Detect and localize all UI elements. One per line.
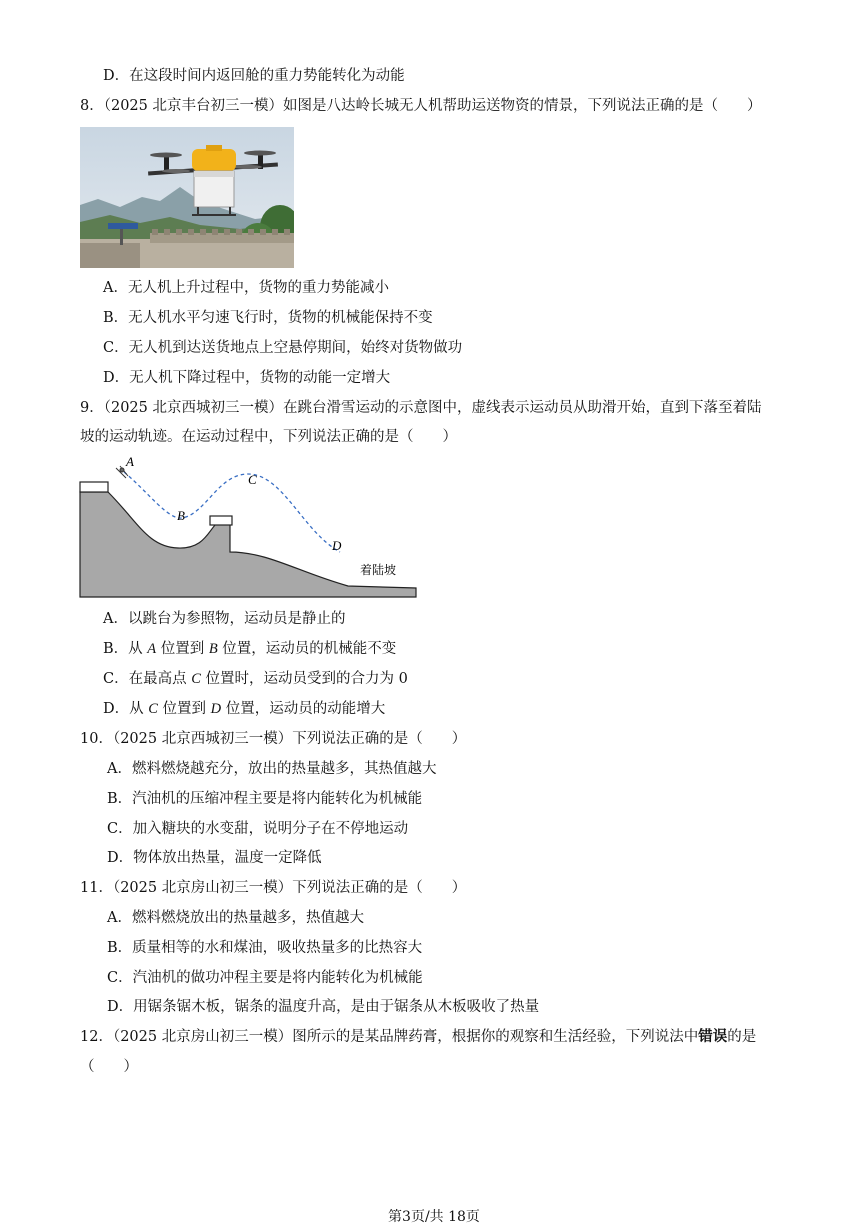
q8-stem: 8．（2025 北京丰台初三一模）如图是八达岭长城无人机帮助运送物资的情景，下列说法正确的是（ ） [80, 98, 762, 114]
prev-option-d: D．在这段时间内返回舱的重力势能转化为动能 [103, 68, 405, 84]
label-a: A [126, 454, 134, 469]
q9-stem-line2: 坡的运动轨迹。在运动过程中，下列说法正确的是（ ） [80, 429, 457, 445]
q8-option-d: D．无人机下降过程中，货物的动能一定增大 [103, 370, 391, 386]
q9-option-c: C．在最高点 C 位置时，运动员受到的合力为 0 [103, 671, 408, 687]
ski-jump-diagram [78, 452, 420, 602]
q11-option-b: B．质量相等的水和煤油，吸收热量多的比热容大 [107, 940, 423, 956]
label-landing-slope: 着陆坡 [360, 563, 397, 577]
q11-option-c: C．汽油机的做功冲程主要是将内能转化为机械能 [107, 970, 423, 986]
q10-option-b: B．汽油机的压缩冲程主要是将内能转化为机械能 [107, 791, 423, 807]
label-b: B [177, 508, 185, 523]
label-c: C [248, 472, 257, 487]
q12-paren: （ ） [80, 1059, 138, 1075]
ski-slope-terrain [80, 492, 416, 597]
jump-platform [210, 516, 232, 525]
q11-stem: 11．（2025 北京房山初三一模）下列说法正确的是（ ） [80, 880, 467, 896]
q9-option-b: B．从 A 位置到 B 位置，运动员的机械能不变 [103, 641, 397, 657]
q11-option-d: D．用锯条锯木板，锯条的温度升高，是由于锯条从木板吸收了热量 [107, 999, 540, 1015]
q8-option-b: B．无人机水平匀速飞行时，货物的机械能保持不变 [103, 310, 433, 326]
page-number: 第3页/共 18页 [388, 1209, 480, 1225]
q9-option-d: D．从 C 位置到 D 位置，运动员的动能增大 [103, 701, 386, 717]
q12-stem: 12．（2025 北京房山初三一模）图所示的是某品牌药膏，根据你的观察和生活经验，下列说法中错误的是 [80, 1028, 757, 1045]
q10-option-c: C．加入糖块的水变甜，说明分子在不停地运动 [107, 821, 409, 837]
start-platform [80, 482, 108, 492]
q10-stem: 10．（2025 北京西城初三一模）下列说法正确的是（ ） [80, 731, 467, 747]
q10-option-d: D．物体放出热量，温度一定降低 [107, 850, 322, 866]
q9-option-a: A．以跳台为参照物，运动员是静止的 [103, 611, 346, 627]
q8-option-a: A．无人机上升过程中，货物的重力势能减小 [103, 280, 389, 296]
label-d: D [332, 538, 342, 553]
q10-option-a: A．燃料燃烧越充分，放出的热量越多，其热值越大 [107, 761, 437, 777]
q8-option-c: C．无人机到达送货地点上空悬停期间，始终对货物做功 [103, 340, 463, 356]
drone-photo [80, 127, 294, 268]
q11-option-a: A．燃料燃烧放出的热量越多，热值越大 [107, 910, 364, 926]
q9-stem-line1: 9．（2025 北京西城初三一模）在跳台滑雪运动的示意图中，虚线表示运动员从助滑开始，直到下落至着陆 [80, 400, 762, 416]
trajectory-dashed-line [124, 472, 340, 552]
